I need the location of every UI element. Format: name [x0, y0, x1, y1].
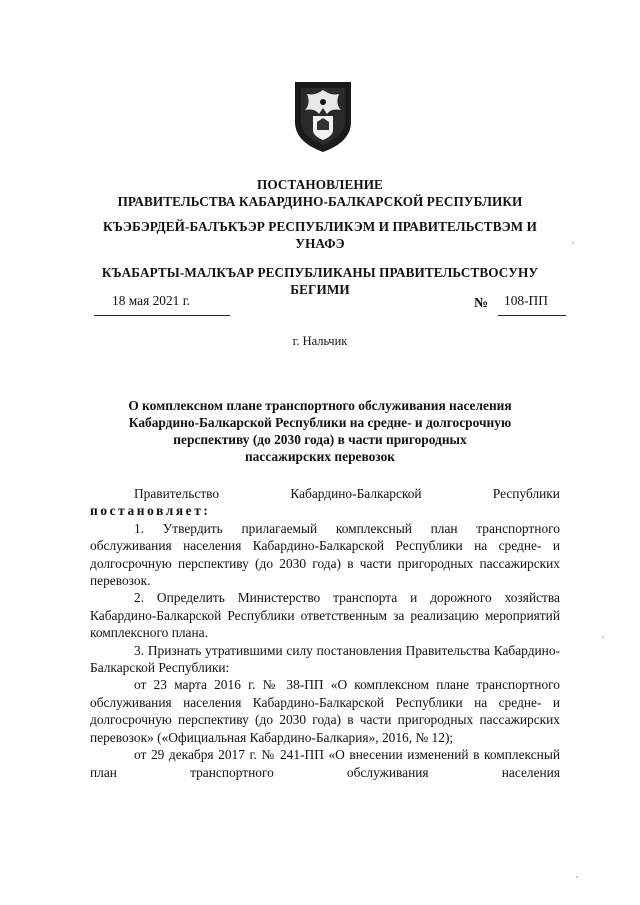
balkar-line-2: БЕГИМИ: [290, 282, 350, 297]
document-body: [90, 485, 560, 781]
kabardian-line-2: УНАФЭ: [295, 236, 345, 251]
balkar-line-1: КЪАБАРТЫ-МАЛКЪАР РЕСПУБЛИКАНЫ ПРАВИТЕЛЬСТВОСУНУ: [101, 265, 539, 280]
date-underline: [94, 315, 230, 316]
scan-speck: [572, 242, 574, 244]
kabardian-line-1: КЪЭБЭРДЕЙ-БАЛЪКЪЭР РЕСПУБЛИКЭМ И ПРАВИТЕЛЬСТВЭМ И: [103, 219, 537, 234]
decree-word: постановляет:: [90, 503, 211, 519]
document-city: г. Нальчик: [292, 334, 348, 348]
paragraph-item-3: 3. Признать утратившими силу постановления Правительства Кабардино-Балкарской Республики:: [90, 642, 560, 676]
paragraph-item-2: 2. Определить Министерство транспорта и дорожного хозяйства Кабардино-Балкарской Республики ответственным за реализацию мероприятий комплексного плана.: [90, 590, 560, 641]
number-underline: [498, 315, 566, 316]
intro-word-government: Правительство: [134, 486, 220, 501]
title-line-3: перспективу (до 2030 года) в части пригородных: [173, 432, 467, 447]
document-title: [96, 397, 544, 465]
title-line-2: Кабардино-Балкарской Республики на средне- и долгосрочную: [128, 415, 512, 430]
intro-word-republic: Республики: [492, 486, 560, 501]
header-line-1: ПОСТАНОВЛЕНИЕ: [257, 177, 383, 192]
scan-speck: [602, 636, 604, 638]
date-number-row: [94, 293, 566, 323]
document-number: 108-ПП: [504, 293, 548, 308]
paragraph-item-3b: от 29 декабря 2017 г. № 241-ПП «О внесении изменений в комплексный план транспортного обслуживания населения: [90, 747, 560, 780]
scan-speck: [576, 876, 578, 878]
document-header-kabardian: [82, 218, 558, 252]
title-line-1: О комплексном плане транспортного обслуживания населения: [128, 398, 512, 413]
coat-of-arms-emblem: [293, 78, 353, 154]
header-line-2: ПРАВИТЕЛЬСТВА КАБАРДИНО-БАЛКАРСКОЙ РЕСПУБЛИКИ: [117, 194, 523, 209]
intro-word-kbr: Кабардино-Балкарской: [290, 486, 422, 501]
number-sign: №: [474, 296, 489, 311]
document-date: 18 мая 2021 г.: [112, 293, 191, 308]
title-line-4: пассажирских перевозок: [244, 449, 396, 464]
document-header-russian: [82, 176, 558, 210]
paragraph-item-1: 1. Утвердить прилагаемый комплексный план транспортного обслуживания населения Кабардино-Балкарской Республики на средне- и долгосрочную перспективу (до 2030 года) в части пригородных пассажирских перевозок.: [90, 520, 560, 589]
intro-line: [90, 485, 560, 502]
paragraph-item-3a: от 23 марта 2016 г. № 38-ПП «О комплексном плане транспортного обслуживания населения Кабардино-Балкарской Республики на средне- и долгосрочную перспективу (до 2030 года) в части пригородных пассажирских перевозок» («Официальная Кабардино-Балкария», 2016, № 12);: [90, 677, 560, 745]
